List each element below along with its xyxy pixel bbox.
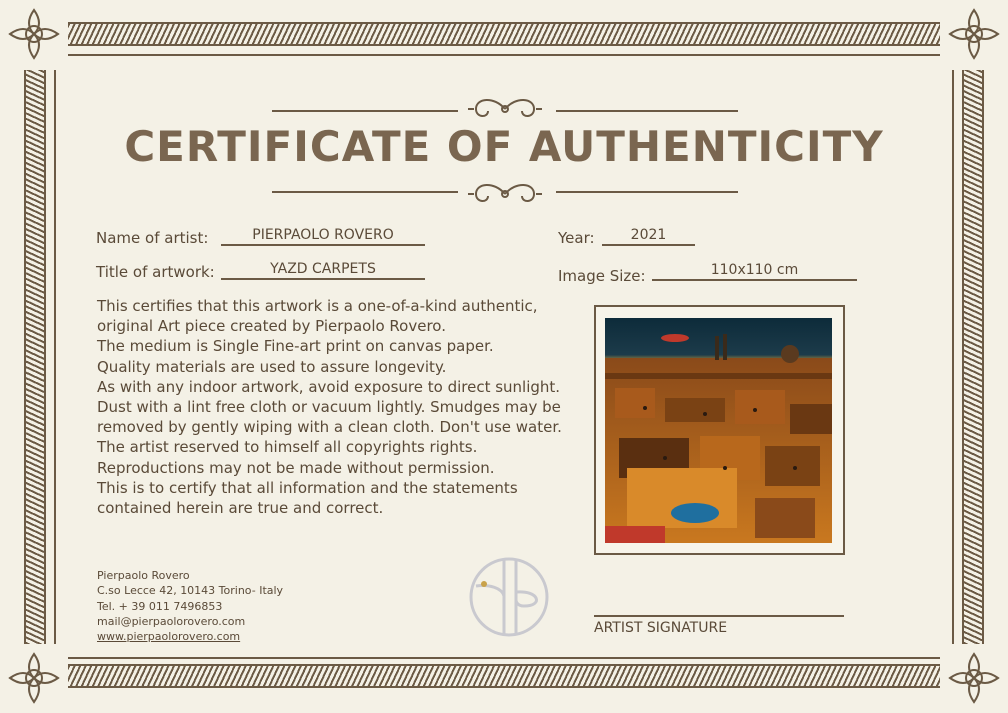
size-value: 110x110 cm xyxy=(652,262,857,281)
contact-website[interactable]: www.pierpaolorovero.com xyxy=(97,630,241,644)
contact-phone: Tel. + 39 011 7496853 xyxy=(97,599,223,613)
contact-name: Pierpaolo Rovero xyxy=(97,569,190,582)
corner-ornament-icon xyxy=(4,4,64,64)
contact-email[interactable]: mail@pierpaolorovero.com xyxy=(97,614,246,628)
corner-ornament-icon xyxy=(944,648,1004,708)
artist-value: PIERPAOLO ROVERO xyxy=(221,227,425,246)
certification-text xyxy=(97,296,567,518)
artist-logo-seal xyxy=(464,556,554,638)
corner-ornament-icon xyxy=(4,648,64,708)
title-rule-bottom-left xyxy=(272,191,458,193)
inner-bottom-line xyxy=(68,657,940,659)
size-label: Image Size: xyxy=(558,267,646,285)
body-line: Dust with a lint free cloth or vacuum lightly. Smudges may be xyxy=(97,398,561,417)
bottom-border xyxy=(68,664,940,688)
signature-label: ARTIST SIGNATURE xyxy=(594,620,728,636)
flourish-icon xyxy=(464,96,546,122)
body-line: The artist reserved to himself all copyrights rights. xyxy=(97,438,478,457)
artist-label: Name of artist: xyxy=(96,229,209,247)
body-line: As with any indoor artwork, avoid exposure to direct sunlight. xyxy=(97,377,561,396)
body-line: This certifies that this artwork is a one-of-a-kind authentic, xyxy=(97,297,538,315)
body-line: contained herein are true and correct. xyxy=(97,499,384,518)
body-line: original Art piece created by Pierpaolo Rovero. xyxy=(97,317,446,336)
title-rule-top-right xyxy=(556,110,738,112)
artwork-value: YAZD CARPETS xyxy=(221,261,425,280)
signature-line xyxy=(594,615,844,617)
body-line: The medium is Single Fine-art print on canvas paper. xyxy=(97,337,494,356)
inner-top-line xyxy=(68,54,940,56)
title-rule-top-left xyxy=(272,110,458,112)
certificate-title: CERTIFICATE OF AUTHENTICITY xyxy=(124,122,884,171)
body-line: Reproductions may not be made without permission. xyxy=(97,458,495,477)
year-value: 2021 xyxy=(602,227,695,246)
body-line: This is to certify that all information and the statements xyxy=(97,478,518,497)
contact-block xyxy=(97,568,283,644)
body-line: Quality materials are used to assure longevity. xyxy=(97,357,447,376)
top-border xyxy=(68,22,940,46)
artwork-label: Title of artwork: xyxy=(96,263,215,281)
year-label: Year: xyxy=(558,229,595,247)
artwork-frame xyxy=(594,305,845,555)
contact-address: C.so Lecce 42, 10143 Torino- Italy xyxy=(97,584,284,598)
artwork-image xyxy=(605,318,832,543)
body-line: removed by gently wiping with a clean cloth. Don't use water. xyxy=(97,418,562,437)
title-rule-bottom-right xyxy=(556,191,738,193)
flourish-icon xyxy=(464,181,546,207)
corner-ornament-icon xyxy=(944,4,1004,64)
